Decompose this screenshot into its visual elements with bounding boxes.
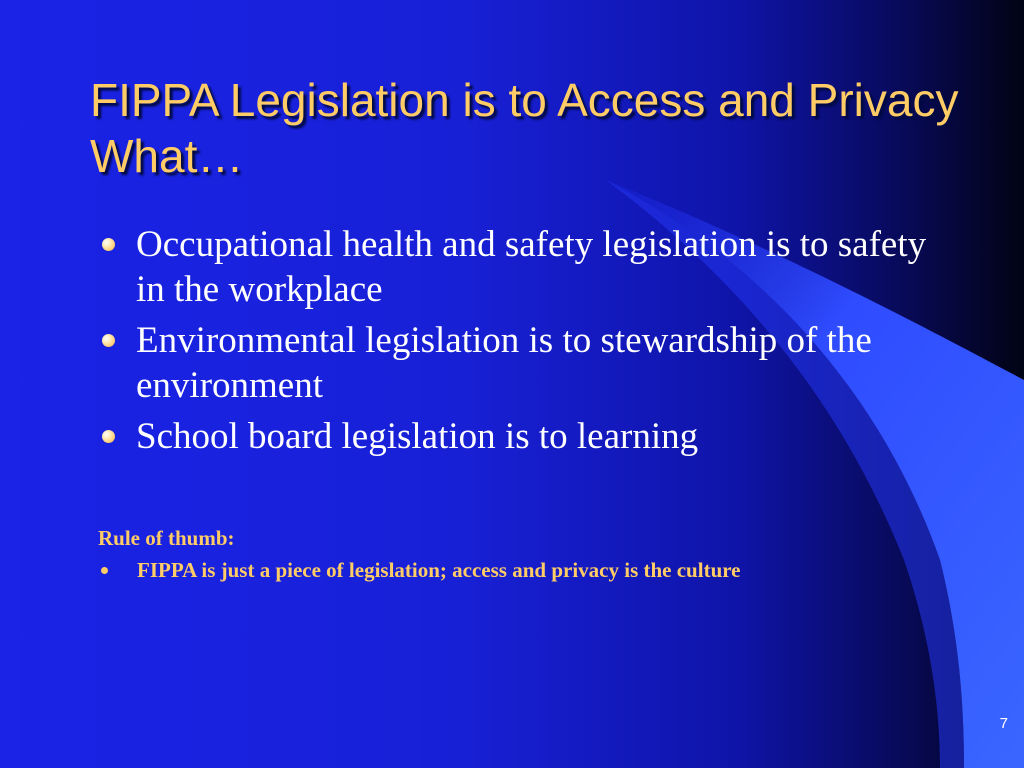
bullet-dot-icon — [102, 430, 115, 443]
bullet-dot-icon — [102, 334, 115, 347]
bullet-text: School board legislation is to learning — [136, 416, 699, 457]
bullet-item — [98, 318, 938, 408]
bullet-dot-icon — [102, 238, 115, 251]
rule-of-thumb-text: FIPPA is just a piece of legislation; access and privacy is the culture — [137, 558, 741, 582]
bullet-item — [98, 222, 938, 312]
bullet-text: Occupational health and safety legislation is to safety in the workplace — [136, 224, 927, 310]
bullet-text: Environmental legislation is to stewardship of the environment — [136, 320, 872, 406]
slide-title: FIPPA Legislation is to Access and Privacy What… — [90, 74, 959, 182]
bullet-dot-icon — [101, 567, 108, 574]
rule-of-thumb-item — [98, 558, 898, 582]
rule-of-thumb-list — [98, 558, 898, 582]
bullet-list — [98, 222, 938, 465]
rule-of-thumb-heading: Rule of thumb: — [98, 526, 235, 550]
page-number: 7 — [999, 715, 1008, 732]
bullet-item — [98, 414, 938, 459]
